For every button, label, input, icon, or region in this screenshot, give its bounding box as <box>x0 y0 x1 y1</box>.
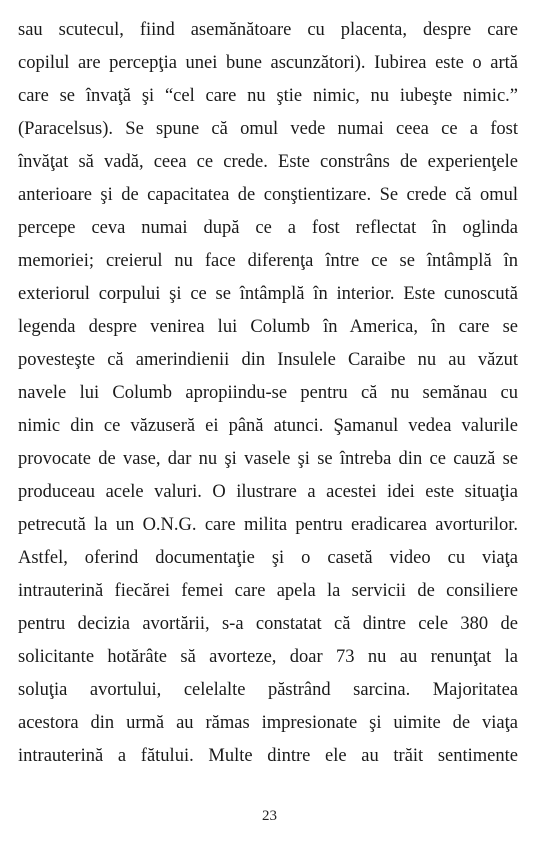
text-line: nimic din ce văzuseră ei până atunci. Şamanul vedea valurile <box>18 416 518 436</box>
text-line: acestora din urmă au rămas impresionate şi uimite de viaţa <box>18 713 518 733</box>
text-line: învăţat să vadă, ceea ce crede. Este constrâns de experienţele <box>18 152 518 172</box>
text-line: memoriei; creierul nu face diferenţa între ce se întâmplă în <box>18 251 518 271</box>
text-line: navele lui Columb apropiindu-se pentru că nu semănau cu <box>18 383 518 403</box>
text-line: intrauterină fiecărei femei care apela la servicii de consiliere <box>18 581 518 601</box>
body-text <box>18 14 518 773</box>
text-line: (Paracelsus). Se spune că omul vede numai ceea ce a fost <box>18 119 518 139</box>
text-line: solicitante hotărâte să avorteze, doar 73 nu au renunţat la <box>18 647 518 667</box>
text-line: intrauterină a fătului. Multe dintre ele au trăit sentimente <box>18 746 518 766</box>
text-line: povesteşte că amerindienii din Insulele Caraibe nu au văzut <box>18 350 518 370</box>
page-number: 23 <box>262 808 277 824</box>
text-line: percepe ceva numai după ce a fost reflectat în oglinda <box>18 218 518 238</box>
text-line: provocate de vase, dar nu şi vasele şi se întreba din ce cauză se <box>18 449 518 469</box>
text-line: anterioare şi de capacitatea de conştientizare. Se crede că omul <box>18 185 518 205</box>
text-line: sau scutecul, fiind asemănătoare cu placenta, despre care <box>18 20 518 40</box>
text-line: legenda despre venirea lui Columb în America, în care se <box>18 317 518 337</box>
text-line: petrecută la un O.N.G. care milita pentru eradicarea avorturilor. <box>18 515 518 535</box>
text-line: copilul are percepţia unei bune ascunzători). Iubirea este o artă <box>18 53 518 73</box>
text-line: soluţia avortului, celelalte păstrând sarcina. Majoritatea <box>18 680 518 700</box>
text-line: Astfel, oferind documentaţie şi o casetă video cu viaţa <box>18 548 518 568</box>
text-line: exteriorul corpului şi ce se întâmplă în interior. Este cunoscută <box>18 284 518 304</box>
text-line: care se învaţă şi “cel care nu ştie nimic, nu iubeşte nimic.” <box>18 86 518 106</box>
text-line: produceau acele valuri. O ilustrare a acestei idei este situaţia <box>18 482 518 502</box>
text-line: pentru decizia avortării, s-a constatat că dintre cele 380 de <box>18 614 518 634</box>
